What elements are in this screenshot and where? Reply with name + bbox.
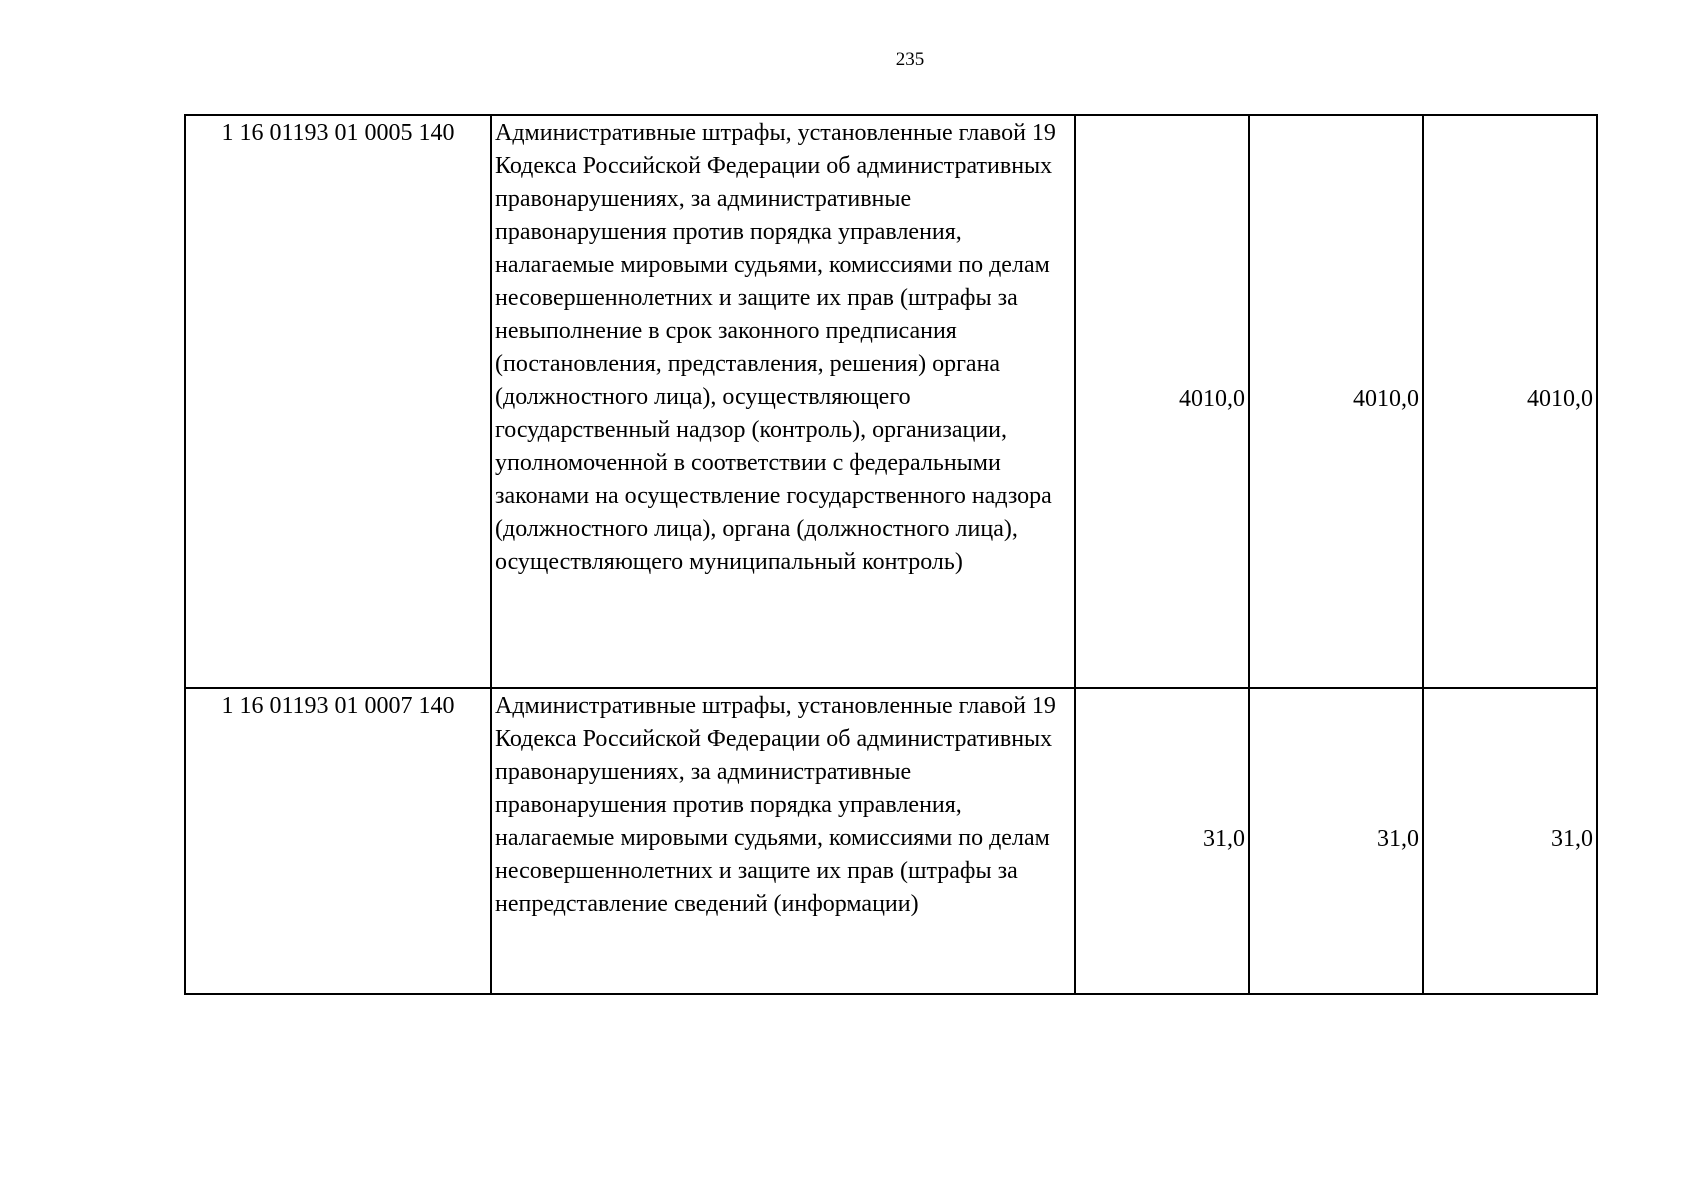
value-cell-year-2	[1249, 115, 1423, 688]
value-text: 4010,0	[1179, 386, 1245, 412]
value-text: 31,0	[1377, 825, 1419, 852]
table-row	[185, 115, 1597, 688]
value-cell-year-3	[1423, 115, 1597, 688]
value-cell-year-2	[1249, 688, 1423, 994]
value-text: 31,0	[1551, 825, 1593, 852]
budget-code-cell: 1 16 01193 01 0007 140	[185, 688, 491, 994]
budget-table	[184, 114, 1598, 995]
description-cell: Административные штрафы, установленные главой 19 Кодекса Российской Федерации об административных правонарушениях, за административные правонарушения против порядка управления, налагаемые мировыми судьями, комиссиями по делам несовершеннолетних и защите их прав (штрафы за невыполнение в срок законного предписания (постановления, представления, решения) органа (должностного лица), осуществляющего государственный надзор (контроль), организации, уполномоченной в соответствии с федеральными законами на осуществление государственного надзора (должностного лица), органа (должностного лица), осуществляющего муниципальный контроль)	[491, 115, 1075, 688]
value-cell-year-1	[1075, 115, 1249, 688]
value-text: 31,0	[1203, 825, 1245, 852]
description-cell: Административные штрафы, установленные главой 19 Кодекса Российской Федерации об административных правонарушениях, за административные правонарушения против порядка управления, налагаемые мировыми судьями, комиссиями по делам несовершеннолетних и защите их прав (штрафы за непредставление сведений (информации)	[491, 688, 1075, 994]
page-number: 235	[895, 49, 925, 70]
value-text: 4010,0	[1527, 386, 1593, 412]
value-cell-year-1	[1075, 688, 1249, 994]
budget-code-cell: 1 16 01193 01 0005 140	[185, 115, 491, 688]
value-cell-year-3	[1423, 688, 1597, 994]
value-text: 4010,0	[1353, 386, 1419, 412]
table-row	[185, 688, 1597, 994]
